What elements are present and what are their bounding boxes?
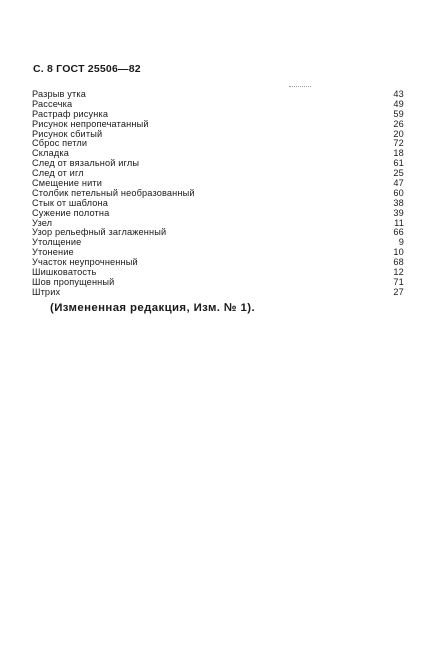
index-row — [32, 159, 404, 169]
index-term: Столбик петельный необразованный — [32, 187, 195, 198]
index-term: След от вязальной иглы — [32, 158, 140, 169]
index-page-number: 60 — [393, 187, 404, 198]
index-term: Штрих — [32, 286, 61, 297]
index-row — [32, 139, 404, 149]
index-term: След от игл — [32, 168, 84, 179]
index-page-number: 59 — [393, 108, 404, 119]
index-page-number: 12 — [393, 267, 404, 278]
index-term: Рассечка — [32, 98, 73, 109]
index-term: Рисунок непропечатанный — [32, 118, 149, 129]
index-page-number: 10 — [393, 247, 404, 258]
index-page-number: 26 — [393, 118, 404, 129]
index-term: Сужение полотна — [32, 207, 110, 218]
index-page-number: 49 — [393, 98, 404, 109]
index-page-number: 9 — [398, 237, 404, 248]
amendment-note: (Измененная редакция, Изм. № 1). — [50, 302, 256, 314]
index-page-number: 11 — [394, 217, 404, 228]
page-header: С. 8 ГОСТ 25506—82 — [33, 63, 141, 75]
index-page-number: 39 — [393, 207, 404, 218]
index-term: Узел — [32, 217, 53, 228]
index-term: Растраф рисунка — [32, 108, 109, 119]
index-term: Утонение — [32, 247, 74, 258]
index-page-number: 38 — [393, 197, 404, 208]
index-row — [32, 228, 404, 238]
index-row — [32, 130, 404, 140]
index-page-number: 66 — [393, 227, 404, 238]
index-term: Сброс петли — [32, 138, 88, 149]
index-page-number: 71 — [393, 276, 404, 287]
index-page-number: 61 — [393, 158, 404, 169]
index-page-number: 25 — [393, 168, 404, 179]
index-term: Рисунок сбитый — [32, 128, 103, 139]
index-term: Стык от шаблона — [32, 197, 109, 208]
index-page-number: 43 — [393, 89, 404, 99]
index-term: Шишковатость — [32, 267, 97, 278]
index-term: Складка — [32, 148, 69, 159]
index-page-number: 27 — [393, 286, 404, 297]
index-term: Разрыв утка — [32, 89, 86, 99]
index-row — [32, 90, 404, 100]
index-page-number: 72 — [393, 138, 404, 149]
index-page-number: 68 — [393, 257, 404, 268]
index-term: Шов пропущенный — [32, 276, 115, 287]
index-term: Смещение нити — [32, 178, 102, 189]
term-index-list — [32, 90, 404, 298]
index-term: Участок неупрочненный — [32, 257, 138, 268]
index-term: Узор рельефный заглаженный — [32, 227, 167, 238]
index-term: Утолщение — [32, 237, 82, 248]
index-row — [32, 238, 404, 248]
index-row — [32, 288, 404, 298]
index-page-number: 18 — [393, 148, 404, 159]
index-page-number: 47 — [393, 178, 404, 189]
index-page-number: 20 — [393, 128, 404, 139]
index-row — [32, 278, 404, 288]
index-row — [32, 209, 404, 219]
